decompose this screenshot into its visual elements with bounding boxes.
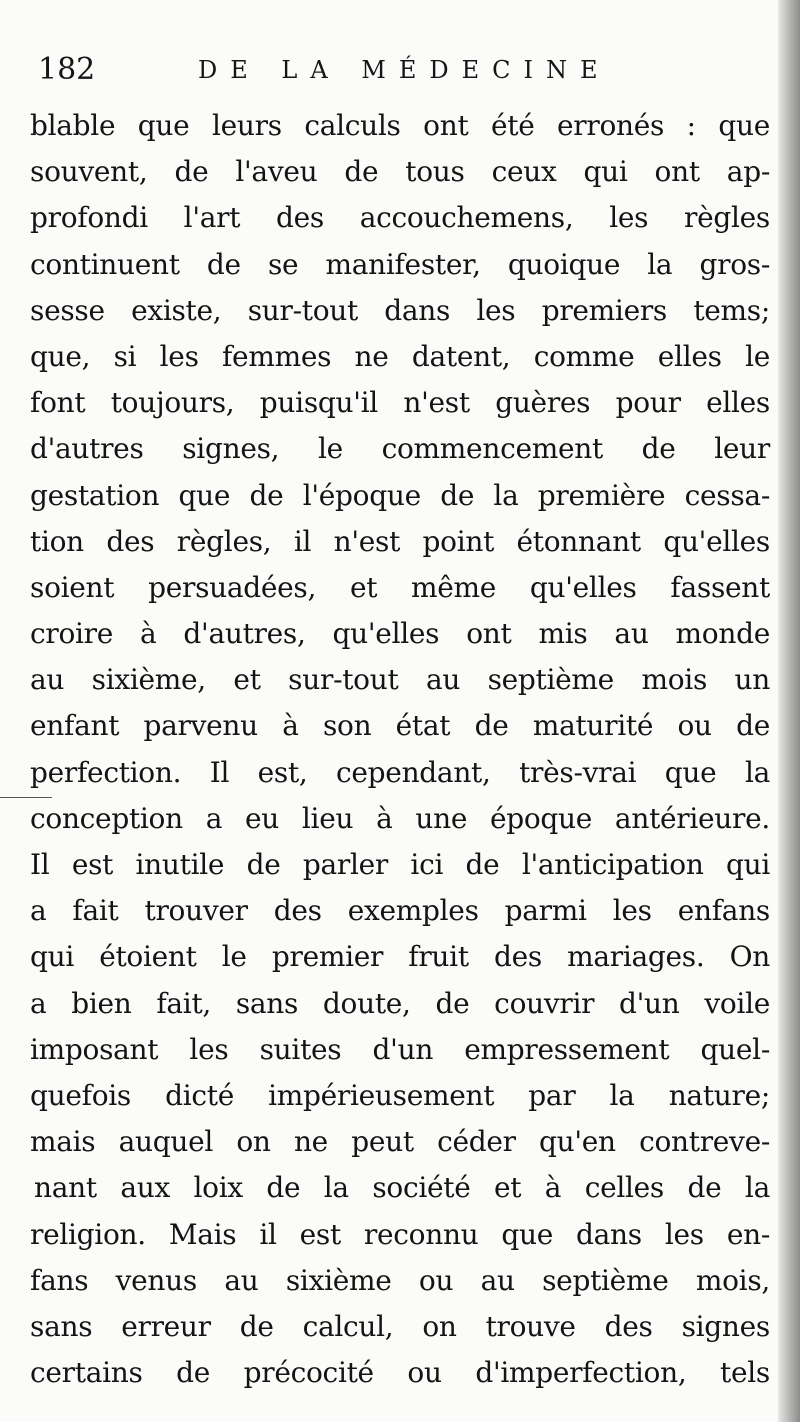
text-line: conception a eu lieu à une époque antérieure. [30, 801, 770, 835]
text-line: imposant les suites d'un empressement quel- [30, 1032, 770, 1066]
text-line: tion des règles, il n'est point étonnant qu'elles [30, 524, 770, 558]
text-line: fans venus au sixième ou au septième mois, [30, 1263, 770, 1297]
text-line: blable que leurs calculs ont été erronés : que [30, 109, 770, 142]
text-line: qui étoient le premier fruit des mariages. On [30, 940, 770, 974]
text-line: nant aux loix de la société et à celles de la [34, 1171, 770, 1205]
text-line: d'autres signes, le commencement de leur [30, 432, 770, 466]
text-line: religion. Mais il est reconnu que dans les en- [30, 1217, 770, 1251]
text-line: gestation que de l'époque de la première cessa- [30, 478, 770, 512]
text-line: profondi l'art des accouchemens, les règles [30, 201, 770, 235]
text-line: enfant parvenu à son état de maturité ou de [30, 709, 770, 743]
body-text [30, 103, 770, 1396]
text-line: quefois dicté impérieusement par la nature; [30, 1078, 770, 1112]
text-line: certains de précocité ou d'imperfection, tels [30, 1356, 770, 1390]
text-line: a bien fait, sans doute, de couvrir d'un voile [30, 986, 770, 1020]
page-header [38, 50, 758, 90]
running-head: DE LA MÉDECINE [198, 56, 611, 84]
text-line: que, si les femmes ne datent, comme elles le [30, 339, 770, 373]
page-edge-shadow [778, 0, 800, 1422]
text-line: au sixième, et sur-tout au septième mois un [30, 663, 770, 697]
text-line: continuent de se manifester, quoique la gros- [30, 247, 770, 281]
page-number: 182 [38, 52, 96, 87]
text-line: souvent, de l'aveu de tous ceux qui ont ap- [30, 155, 770, 189]
text-line: croire à d'autres, qu'elles ont mis au monde [30, 617, 770, 651]
text-line: Il est inutile de parler ici de l'anticipation qui [30, 848, 770, 881]
text-line: perfection. Il est, cependant, très-vrai que la [30, 755, 770, 789]
text-line: sans erreur de calcul, on trouve des signes [30, 1309, 770, 1343]
text-line: sesse existe, sur-tout dans les premiers tems; [30, 293, 770, 327]
text-line: soient persuadées, et même qu'elles fassent [30, 570, 770, 604]
text-line: font toujours, puisqu'il n'est guères pour elles [30, 386, 770, 420]
text-line: a fait trouver des exemples parmi les enfans [30, 894, 770, 928]
text-line: mais auquel on ne peut céder qu'en contreve- [30, 1125, 770, 1159]
